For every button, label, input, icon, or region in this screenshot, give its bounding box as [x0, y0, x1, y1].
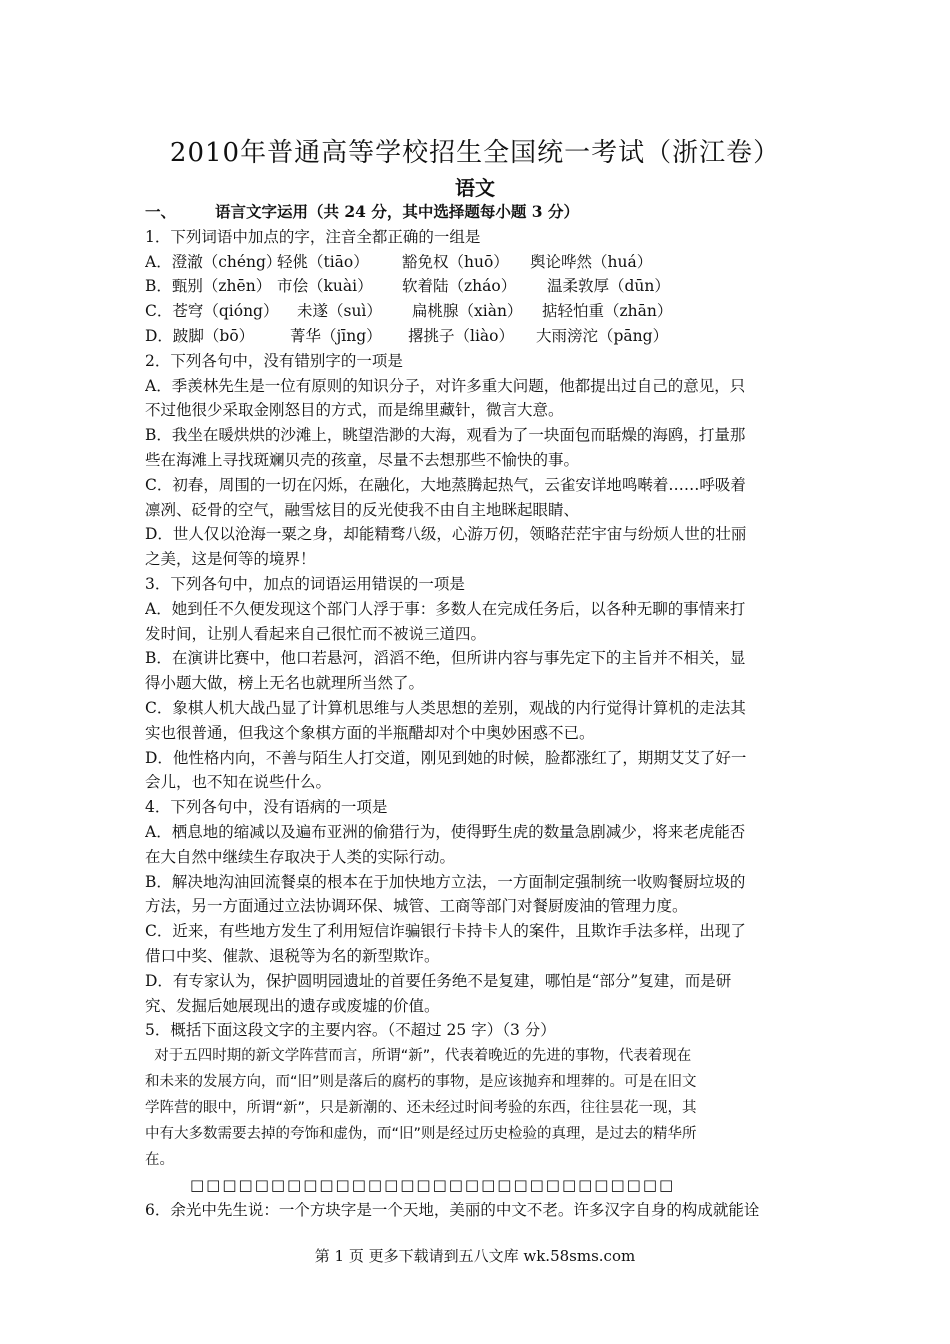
exam-title: 2010年普通高等学校招生全国统一考试（浙江卷） [169, 138, 781, 168]
question-4-line: C．近来，有些地方发生了利用短信诈骗银行卡持卡人的案件，且欺诈手法多样，出现了 [145, 922, 746, 941]
question-1-option-b [145, 274, 810, 299]
question-3-line: 实也很普通，但我这个象棋方面的半瓶醋却对个中奥妙困惑不已。 [145, 723, 595, 742]
option-item: A．澄澈（chéng） [145, 252, 282, 271]
question-2-line: 些在海滩上寻找斑斓贝壳的孩童，尽量不去想那些不愉快的事。 [145, 450, 580, 469]
question-4-line: D．有专家认为，保护圆明园遗址的首要任务绝不是复建，哪怕是“部分”复建，而是研 [145, 971, 732, 990]
question-2-line: D．世人仅以沧海一粟之身，却能精骛八级，心游万仞，领略茫茫宇宙与纷烦人世的壮丽 [145, 525, 747, 544]
question-2-line: B．我坐在暖烘烘的沙滩上，眺望浩渺的大海，观看为了一块面包而聒燥的海鸥，打量那 [145, 426, 746, 445]
question-1-stem: 1．下列词语中加点的字，注音全都正确的一组是 [145, 227, 481, 246]
passage-line: 和未来的发展方向，而“旧”则是落后的腐朽的事物，是应该抛弃和埋葬的。可是在旧文 [145, 1074, 697, 1091]
question-4-line: 方法，另一方面通过立法协调环保、城管、工商等部门对餐厨废油的管理力度。 [145, 897, 688, 916]
question-3-line: D．他性格内向，不善与陌生人打交道，刚见到她的时候，脸都涨红了，期期艾艾了好一 [145, 748, 747, 767]
question-1-option-a [145, 250, 810, 275]
question-4-line: 在大自然中继续生存取决于人类的实际行动。 [145, 847, 456, 866]
page-footer: 第 1 页 更多下载请到五八文库 wk.58sms.com [314, 1247, 636, 1265]
option-item: 温柔敦厚（dūn） [547, 277, 670, 296]
option-item: 撂挑子（liào） [408, 326, 514, 345]
option-item: B．甄别（zhēn） [145, 277, 272, 296]
question-5-stem: 5．概括下面这段文字的主要内容。（不超过 25 字）（3 分） [145, 1021, 556, 1040]
question-3-line: 发时间，让别人看起来自己很忙而不被说三道四。 [145, 624, 487, 643]
question-3-line: 得小题大做，榜上无名也就理所当然了。 [145, 674, 425, 693]
question-4-line: A．栖息地的缩减以及遍布亚洲的偷猎行为，使得野生虎的数量急剧减少，将来老虎能否 [145, 822, 746, 841]
option-item: 掂轻怕重（zhān） [542, 302, 673, 321]
question-4-stem: 4．下列各句中，没有语病的一项是 [145, 798, 388, 817]
subject-title: 语文 [455, 176, 495, 200]
question-4-line: B．解决地沟油回流餐桌的根本在于加快地方立法，一方面制定强制统一收购餐厨垃圾的 [145, 872, 746, 891]
section-heading [145, 200, 810, 225]
question-1-option-c [145, 299, 810, 324]
option-item: 市侩（kuài） [277, 277, 373, 296]
section-title: 语言文字运用（共 24 分，其中选择题每小题 3 分） [215, 202, 579, 221]
option-item: 舆论哗然（huá） [530, 252, 653, 271]
question-2-line: 之美，这是何等的境界！ [145, 550, 316, 569]
option-item: 未遂（suì） [297, 302, 382, 321]
passage-line: 对于五四时期的新文学阵营而言，所谓“新”，代表着晚近的先进的事物，代表着现在 [145, 1048, 692, 1065]
question-3-line: 会儿，也不知在说些什么。 [145, 773, 332, 792]
question-3-stem: 3．下列各句中，加点的词语运用错误的一项是 [145, 574, 465, 593]
option-item: 轻佻（tiāo） [277, 252, 369, 271]
question-3-line: C．象棋人机大战凸显了计算机思维与人类思想的差别，观战的内行觉得计算机的走法其 [145, 698, 746, 717]
question-3-line: B．在演讲比赛中，他口若悬河，滔滔不绝，但所讲内容与事先定下的主旨并不相关，显 [145, 649, 746, 668]
question-4-line: 究、发掘后她展现出的遗存或废墟的价值。 [145, 996, 440, 1015]
option-item: 扁桃腺（xiàn） [412, 302, 523, 321]
question-4-line: 借口中奖、催款、退税等为名的新型欺诈。 [145, 946, 440, 965]
option-item: D．跛脚（bō） [145, 326, 255, 345]
option-item: 豁免权（huō） [402, 252, 509, 271]
question-2-line: A．季羡林先生是一位有原则的知识分子，对许多重大问题，他都提出过自己的意见，只 [145, 376, 746, 395]
passage-line: 在。 [145, 1152, 174, 1169]
question-5-passage [145, 1043, 810, 1173]
question-2-line: 凛冽、砭骨的空气，融雪炫目的反光使我不由自主地眯起眼睛、 [145, 500, 580, 519]
document-body [145, 200, 810, 1223]
section-number: 一、 [145, 202, 177, 221]
passage-line: 中有大多数需要去掉的夸饰和虚伪，而“旧”则是经过历史检验的真理，是过去的精华所 [145, 1126, 697, 1143]
option-item: 大雨滂沱（pāng） [536, 326, 669, 345]
option-item: 软着陆（zháo） [402, 277, 517, 296]
option-item: 菁华（jīng） [290, 326, 382, 345]
option-item: C．苍穹（qióng） [145, 302, 279, 321]
question-2-stem: 2．下列各句中，没有错别字的一项是 [145, 351, 403, 370]
passage-line: 学阵营的眼中，所谓“新”，只是新潮的、还未经过时间考验的东西，往往昙花一现，其 [145, 1100, 697, 1117]
question-6-stem: 6．余光中先生说：一个方块字是一个天地，美丽的中文不老。许多汉字自身的构成就能诠 [145, 1200, 760, 1219]
answer-box-grid[interactable]: □□□□□□□□□□□□□□□□□□□□□□□□□□□□□□ [190, 1176, 676, 1195]
question-2-line: C．初春，周围的一切在闪烁，在融化，大地蒸腾起热气，云雀安详地鸣啭着……呼吸着 [145, 475, 746, 494]
question-2-line: 不过他很少采取金刚怒目的方式，而是绵里藏针，微言大意。 [145, 401, 564, 420]
question-3-line: A．她到任不久便发现这个部门人浮于事：多数人在完成任务后，以各种无聊的事情来打 [145, 599, 746, 618]
question-1-option-d [145, 324, 810, 349]
